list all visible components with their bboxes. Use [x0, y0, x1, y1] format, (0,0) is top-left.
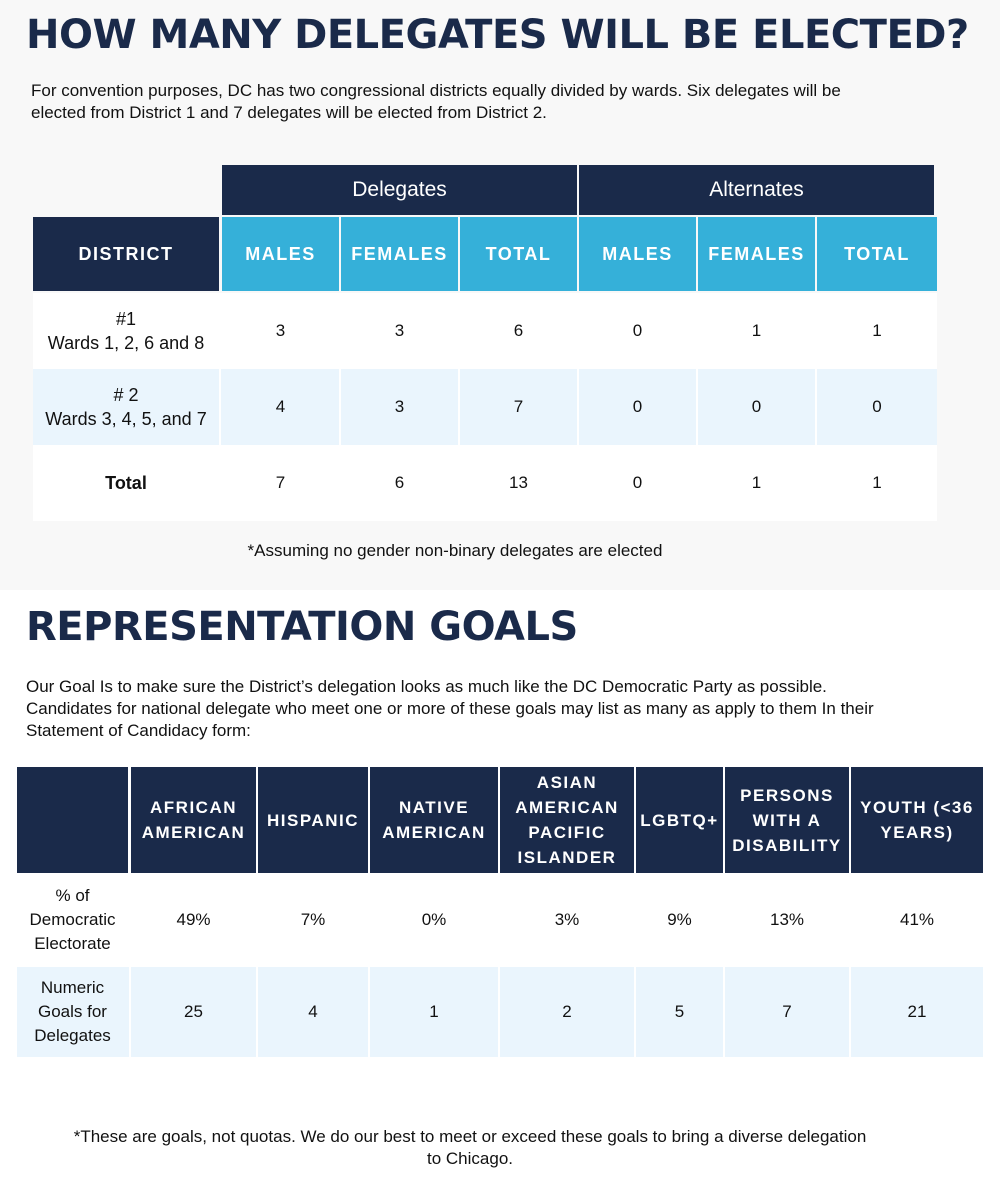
- table-row: [17, 875, 983, 965]
- alternate-males-cell: 0: [632, 397, 643, 416]
- alternates-group-header: Alternates: [579, 165, 934, 215]
- african-american-cell: 25: [184, 1002, 203, 1021]
- disability-cell: 7: [782, 1002, 792, 1021]
- column-header-hispanic: HISPANIC: [258, 767, 368, 873]
- table-row: [17, 967, 983, 1057]
- delegate-males-cell: 4: [275, 397, 286, 416]
- column-header-native-american: NATIVE AMERICAN: [370, 767, 498, 873]
- column-header-persons-with-disability: PERSONS WITH A DISABILITY: [725, 767, 849, 873]
- district-cell: [33, 369, 219, 445]
- native-american-cell: 0%: [421, 910, 447, 929]
- lgbtq-cell: 5: [674, 1002, 685, 1021]
- goals-title: REPRESENTATION GOALS: [26, 604, 578, 650]
- table-row: [33, 369, 937, 445]
- goals-section: [0, 590, 1000, 1182]
- delegates-section: [0, 0, 1000, 590]
- column-header-lgbtq: LGBTQ+: [636, 767, 723, 873]
- column-header-blank: [17, 767, 128, 873]
- column-header-asian-american-pacific-islander: ASIAN AMERICAN PACIFIC ISLANDER: [500, 767, 634, 873]
- african-american-cell: 49%: [176, 910, 211, 929]
- hispanic-cell: 4: [308, 1002, 318, 1021]
- asian-american-cell: 2: [562, 1002, 572, 1021]
- delegates-footnote: *Assuming no gender non-binary delegates are elected: [247, 541, 663, 560]
- delegate-females-cell: 3: [394, 321, 405, 340]
- alternate-total-cell: 0: [872, 397, 882, 416]
- column-header-delegate-females: FEMALES: [341, 217, 458, 291]
- asian-american-cell: 3%: [554, 910, 580, 929]
- district-wards: Wards 1, 2, 6 and 8: [47, 333, 205, 353]
- district-wards: Wards 3, 4, 5, and 7: [45, 409, 207, 429]
- delegates-group-header: Delegates: [222, 165, 577, 215]
- column-header-district: DISTRICT: [33, 217, 219, 291]
- goals-footnote: *These are goals, not quotas. We do our best to meet or exceed these goals to bring a diverse delegation to Chicago.: [73, 1127, 867, 1168]
- delegate-total-cell: 7: [513, 397, 524, 416]
- column-header-delegate-males: MALES: [222, 217, 339, 291]
- alternate-females-cell: 1: [751, 473, 762, 492]
- district-number: # 2: [113, 385, 139, 405]
- column-header-alternate-total: TOTAL: [817, 217, 937, 291]
- district-number: #1: [115, 309, 137, 329]
- goals-intro: Our Goal Is to make sure the District’s delegation looks as much like the DC Democratic Party as possible. Candidates for national delegate who meet one or more of these goals may list as many as apply to them In their Statement of Candidacy form:: [26, 677, 874, 740]
- alternate-total-cell: 1: [872, 473, 882, 492]
- column-header-youth: YOUTH (<36 YEARS): [851, 767, 983, 873]
- column-header-alternate-females: FEMALES: [698, 217, 815, 291]
- column-header-alternate-males: MALES: [579, 217, 696, 291]
- table-row-total: [33, 445, 937, 521]
- alternate-total-cell: 1: [872, 321, 882, 340]
- youth-cell: 21: [907, 1002, 927, 1021]
- delegate-females-cell: 3: [394, 397, 405, 416]
- native-american-cell: 1: [429, 1002, 439, 1021]
- hispanic-cell: 7%: [300, 910, 326, 929]
- delegate-total-cell: 13: [509, 473, 528, 492]
- row-label: Numeric Goals for Delegates: [34, 978, 111, 1045]
- delegate-males-cell: 7: [275, 473, 286, 492]
- lgbtq-cell: 9%: [667, 910, 692, 929]
- alternate-females-cell: 1: [751, 321, 762, 340]
- youth-cell: 41%: [899, 910, 935, 929]
- alternate-males-cell: 0: [632, 473, 643, 492]
- total-label: Total: [105, 473, 147, 493]
- row-label: % of Democratic Electorate: [29, 886, 116, 953]
- alternate-males-cell: 0: [632, 321, 643, 340]
- delegate-males-cell: 3: [275, 321, 286, 340]
- alternate-females-cell: 0: [751, 397, 762, 416]
- column-header-african-american: AFRICAN AMERICAN: [131, 767, 256, 873]
- column-header-delegate-total: TOTAL: [460, 217, 577, 291]
- disability-cell: 13%: [769, 910, 805, 929]
- delegate-females-cell: 6: [394, 473, 405, 492]
- delegates-title: HOW MANY DELEGATES WILL BE ELECTED?: [26, 12, 969, 58]
- table-row: [33, 293, 937, 369]
- district-cell: [33, 293, 219, 369]
- delegates-intro: For convention purposes, DC has two congressional districts equally divided by wards. Six delegates will be elected from District 1 and 7 delegates will be elected from District 2.: [31, 81, 841, 122]
- delegate-total-cell: 6: [513, 321, 524, 340]
